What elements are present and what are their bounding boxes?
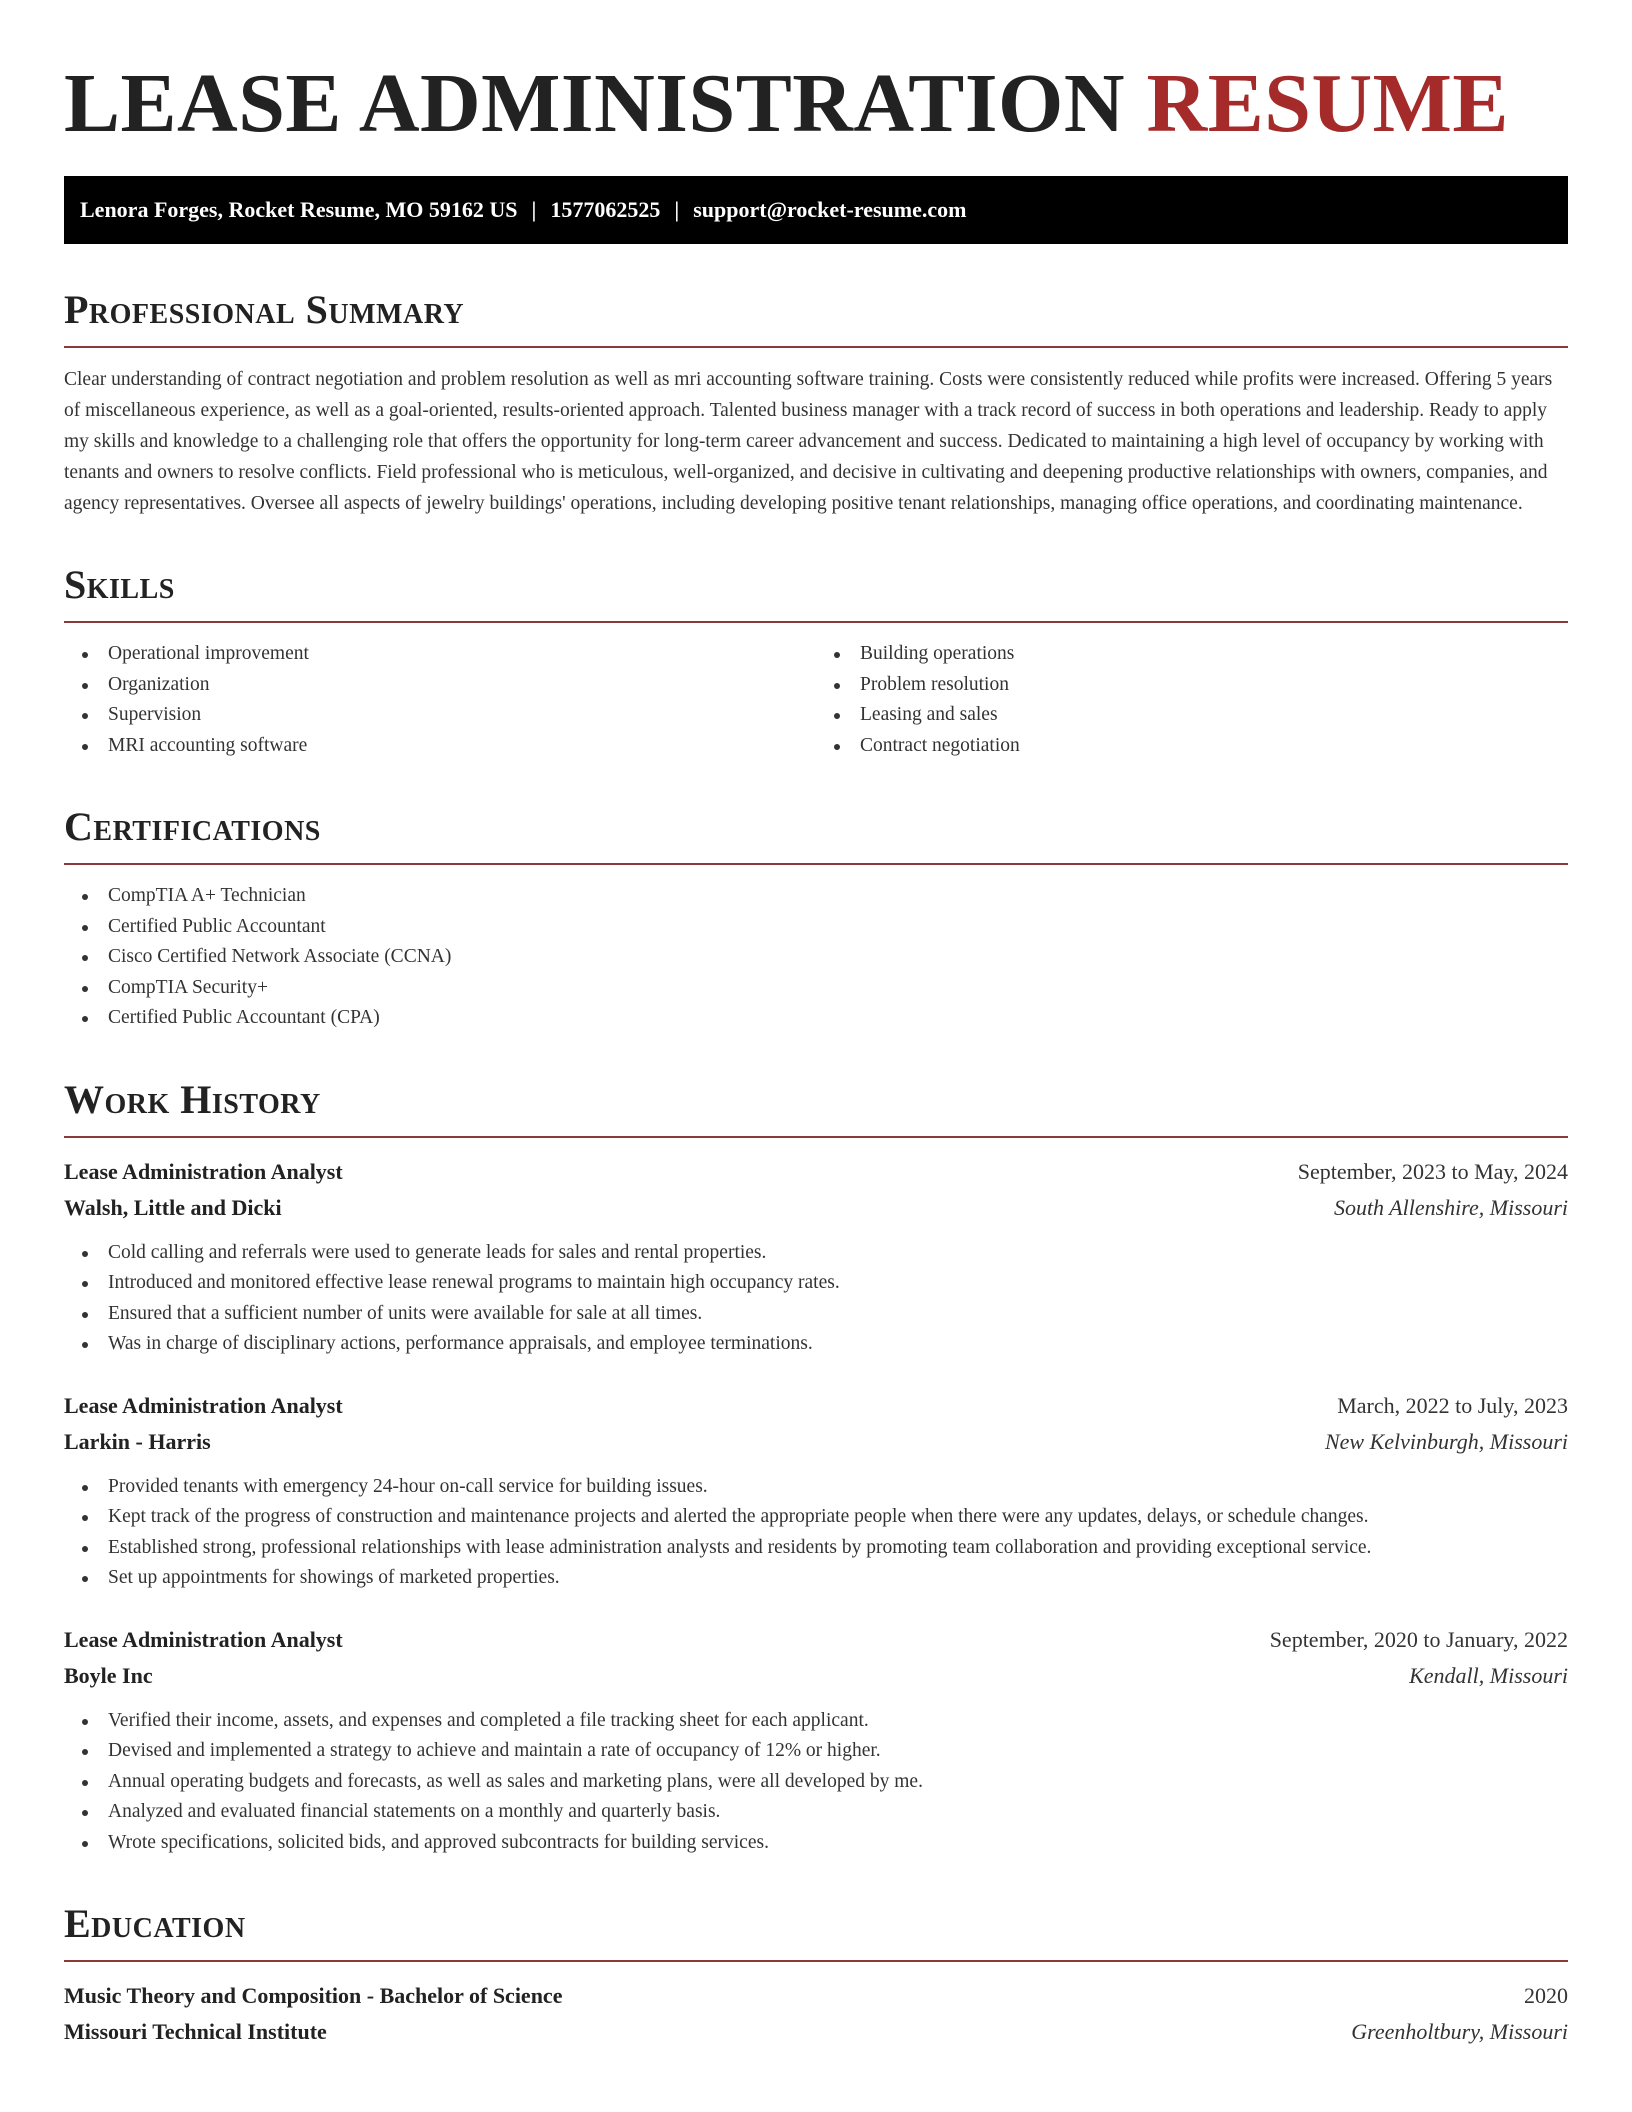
certifications-list (64, 881, 1568, 1034)
skills-heading: Skills (64, 563, 1568, 623)
job-location: South Allenshire, Missouri (1333, 1194, 1568, 1220)
certification-item: CompTIA A+ Technician (64, 881, 1568, 912)
skill-item: Supervision (64, 700, 816, 731)
summary-text: Clear understanding of contract negotiation and problem resolution as well as mri accounting software training. Costs were consistently reduced while profits were increased. Offering 5 years of miscellaneous experience, as well as a goal-oriented, results-oriented approach. Talented business manager with a track record of success in both operations and leadership. Ready to apply my skills and knowledge to a challenging role that offers the opportunity for long-term career advancement and success. Dedicated to maintaining a high level of occupancy by working with tenants and owners to resolve conflicts. Field professional who is meticulous, well-organized, and decisive in cultivating and deepening productive relationships with owners, companies, and agency representatives. Oversee all aspects of jewelry buildings' operations, including developing positive tenant relationships, managing office operations, and coordinating maintenance. (64, 369, 1553, 514)
contact-email[interactable]: support@rocket-resume.com (693, 197, 967, 222)
skill-item: Problem resolution (816, 670, 1568, 701)
job-duty-item: Analyzed and evaluated financial statements on a monthly and quarterly basis. (64, 1797, 1568, 1828)
contact-separator: | (674, 197, 680, 222)
skill-item: MRI accounting software (64, 731, 816, 762)
skill-item: Building operations (816, 639, 1568, 670)
job-duties (64, 1238, 1568, 1360)
education-heading: Education (64, 1902, 1568, 1962)
education-section (64, 1902, 1568, 2050)
title-accent: RESUME (1146, 57, 1509, 150)
contact-phone: 1577062525 (550, 197, 661, 222)
education-location: Greenholtbury, Missouri (1351, 2019, 1568, 2044)
job-duty-item: Kept track of the progress of construction and maintenance projects and alerted the appropriate people when there were any updates, delays, or schedule changes. (64, 1502, 1568, 1533)
skills-section (64, 563, 1568, 761)
certification-item: CompTIA Security+ (64, 973, 1568, 1004)
job-title: Lease Administration Analyst (64, 1158, 343, 1184)
job-duty-item: Set up appointments for showings of marketed properties. (64, 1563, 1568, 1594)
certification-item: Certified Public Accountant (64, 912, 1568, 943)
job-entry (64, 1622, 1568, 1859)
education-degree: Music Theory and Composition - Bachelor of Science (64, 1983, 563, 2008)
skill-item: Organization (64, 670, 816, 701)
job-duty-item: Introduced and monitored effective lease renewal programs to maintain high occupancy rates. (64, 1268, 1568, 1299)
work-history-heading: Work History (64, 1078, 1568, 1138)
job-dates: March, 2022 to July, 2023 (1337, 1392, 1568, 1418)
summary-section (64, 288, 1568, 519)
work-history-section (64, 1078, 1568, 1859)
job-duty-item: Annual operating budgets and forecasts, as well as sales and marketing plans, were all developed by me. (64, 1767, 1568, 1798)
job-company: Boyle Inc (64, 1662, 153, 1688)
title-main: LEASE ADMINISTRATION (64, 57, 1126, 150)
job-company: Larkin - Harris (64, 1428, 211, 1454)
job-location: New Kelvinburgh, Missouri (1324, 1428, 1568, 1454)
skills-list-right (816, 639, 1568, 761)
job-duty-item: Verified their income, assets, and expenses and completed a file tracking sheet for each applicant. (64, 1706, 1568, 1737)
skill-item: Leasing and sales (816, 700, 1568, 731)
skill-item: Operational improvement (64, 639, 816, 670)
education-school: Missouri Technical Institute (64, 2019, 327, 2044)
certification-item: Cisco Certified Network Associate (CCNA) (64, 942, 1568, 973)
job-dates: September, 2020 to January, 2022 (1269, 1626, 1568, 1652)
job-entry (64, 1154, 1568, 1360)
job-title: Lease Administration Analyst (64, 1626, 343, 1652)
skill-item: Contract negotiation (816, 731, 1568, 762)
job-title: Lease Administration Analyst (64, 1392, 343, 1418)
skills-list-left (64, 639, 816, 761)
contact-address: Lenora Forges, Rocket Resume, MO 59162 US (80, 197, 518, 222)
job-location: Kendall, Missouri (1409, 1662, 1568, 1688)
job-duty-item: Wrote specifications, solicited bids, and approved subcontracts for building services. (64, 1828, 1568, 1859)
job-duties (64, 1472, 1568, 1594)
job-duty-item: Devised and implemented a strategy to achieve and maintain a rate of occupancy of 12% or higher. (64, 1736, 1568, 1767)
summary-heading: Professional Summary (64, 288, 1568, 348)
job-dates: September, 2023 to May, 2024 (1297, 1158, 1568, 1184)
job-duty-item: Provided tenants with emergency 24-hour on-call service for building issues. (64, 1472, 1568, 1503)
job-entry (64, 1388, 1568, 1594)
resume-title (64, 0, 1568, 176)
contact-bar (64, 176, 1568, 244)
contact-separator: | (531, 197, 537, 222)
education-year: 2020 (1524, 1983, 1568, 2008)
job-duties (64, 1706, 1568, 1859)
certification-item: Certified Public Accountant (CPA) (64, 1003, 1568, 1034)
job-duty-item: Cold calling and referrals were used to generate leads for sales and rental properties. (64, 1238, 1568, 1269)
job-duty-item: Established strong, professional relationships with lease administration analysts and residents by promoting team collaboration and providing exceptional service. (64, 1533, 1568, 1564)
certifications-section (64, 805, 1568, 1034)
job-duty-item: Ensured that a sufficient number of units were available for sale at all times. (64, 1299, 1568, 1330)
certifications-heading: Certifications (64, 805, 1568, 865)
job-company: Walsh, Little and Dicki (64, 1194, 282, 1220)
job-duty-item: Was in charge of disciplinary actions, performance appraisals, and employee terminations. (64, 1329, 1568, 1360)
